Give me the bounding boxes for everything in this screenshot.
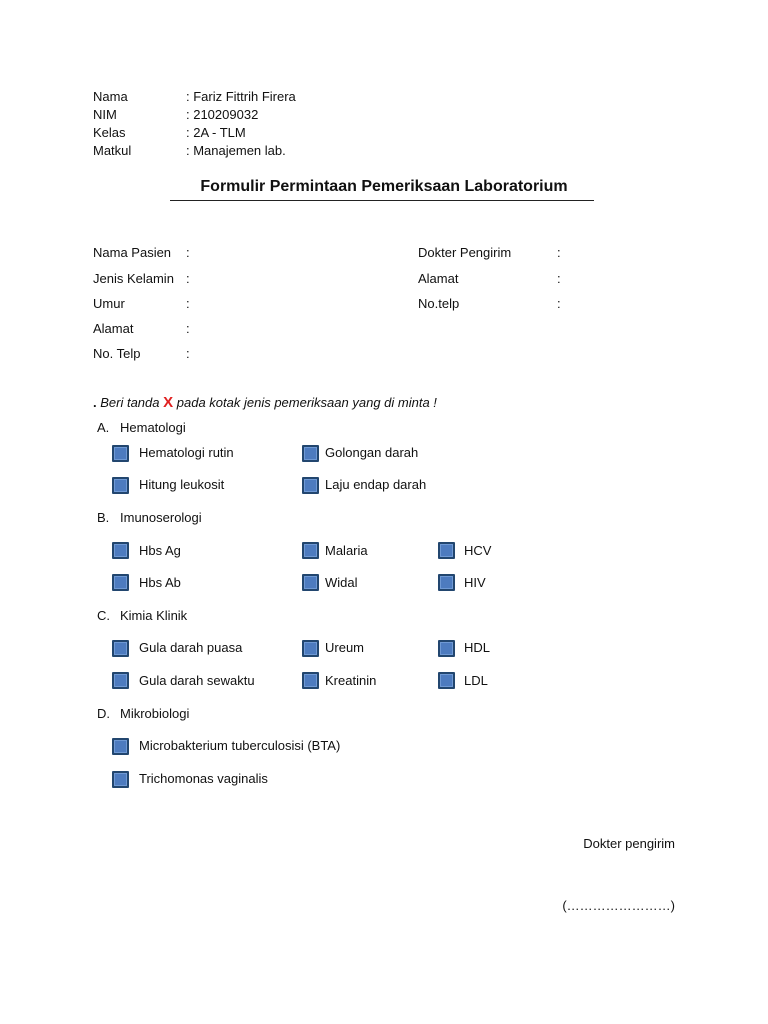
checkbox-gula-darah-sewaktu[interactable]	[112, 672, 129, 689]
checkbox-trichomonas-vaginalis[interactable]	[112, 771, 129, 788]
checkbox-label: Hematologi rutin	[139, 445, 234, 460]
section-letter: D.	[97, 706, 110, 721]
checkbox-label: Gula darah puasa	[139, 640, 243, 655]
field-label-jenis-kelamin: Jenis Kelamin	[93, 271, 174, 286]
checkbox-kreatinin[interactable]	[302, 672, 319, 689]
checkbox-hiv[interactable]	[438, 574, 455, 591]
header-label-nama: Nama	[93, 89, 128, 104]
checkbox-label: Widal	[325, 575, 358, 590]
header-label-nim: NIM	[93, 107, 117, 122]
instruction-mark: X	[163, 394, 174, 411]
checkbox-label: HIV	[464, 575, 486, 590]
section-heading-mikrobiologi	[97, 706, 189, 721]
field-label-no-telp-dokter: No.telp	[418, 296, 460, 311]
field-colon: :	[186, 271, 190, 286]
checkbox-label: Malaria	[325, 543, 368, 558]
field-label-alamat: Alamat	[93, 321, 134, 336]
checkbox-label: Microbakterium tuberculosisi (BTA)	[139, 738, 341, 753]
checkbox-laju-endap-darah[interactable]	[302, 477, 319, 494]
checkbox-microbakterium-bta[interactable]	[112, 738, 129, 755]
field-colon: :	[186, 321, 190, 336]
checkbox-label: Golongan darah	[325, 445, 419, 460]
instruction-prefix: .	[93, 395, 97, 410]
field-colon: :	[186, 296, 190, 311]
instruction-after: pada kotak jenis pemeriksaan yang di minta !	[173, 395, 437, 410]
header-value-nama: : Fariz Fittrih Firera	[186, 89, 296, 104]
checkbox-label: HDL	[464, 640, 491, 655]
checkbox-hitung-leukosit[interactable]	[112, 477, 129, 494]
header-value-matkul: : Manajemen lab.	[186, 143, 286, 158]
checkbox-hematologi-rutin[interactable]	[112, 445, 129, 462]
checkbox-hbs-ab[interactable]	[112, 574, 129, 591]
checkbox-label: Hitung leukosit	[139, 477, 225, 492]
checkbox-label: HCV	[464, 543, 492, 558]
field-colon: :	[186, 245, 190, 260]
field-label-umur: Umur	[93, 296, 125, 311]
checkbox-label: Hbs Ag	[139, 543, 181, 558]
checkbox-label: Trichomonas vaginalis	[139, 771, 268, 786]
field-label-alamat-dokter: Alamat	[418, 271, 459, 286]
checkbox-label: Laju endap darah	[325, 477, 427, 492]
section-heading-kimia-klinik	[97, 608, 187, 623]
field-colon: :	[186, 346, 190, 361]
checkbox-hcv[interactable]	[438, 542, 455, 559]
checkbox-widal[interactable]	[302, 574, 319, 591]
checkbox-malaria[interactable]	[302, 542, 319, 559]
field-label-dokter-pengirim: Dokter Pengirim	[418, 245, 512, 260]
instruction-text	[93, 394, 437, 411]
field-label-no-telp: No. Telp	[93, 346, 141, 361]
checkbox-label: Kreatinin	[325, 673, 377, 688]
section-letter: C.	[97, 608, 110, 623]
field-label-nama-pasien: Nama Pasien	[93, 245, 172, 260]
section-name: Mikrobiologi	[120, 706, 190, 721]
instruction-before: Beri tanda	[96, 395, 164, 410]
field-colon: :	[557, 296, 561, 311]
header-label-kelas: Kelas	[93, 125, 126, 140]
checkbox-ldl[interactable]	[438, 672, 455, 689]
checkbox-label: Ureum	[325, 640, 365, 655]
checkbox-hbs-ag[interactable]	[112, 542, 129, 559]
checkbox-golongan-darah[interactable]	[302, 445, 319, 462]
signature-label: Dokter pengirim	[583, 836, 675, 851]
header-value-nim: : 210209032	[186, 107, 259, 122]
form-title: Formulir Permintaan Pemeriksaan Laboratorium	[200, 178, 568, 195]
header-label-matkul: Matkul	[93, 143, 132, 158]
field-colon: :	[557, 245, 561, 260]
checkbox-label: Gula darah sewaktu	[139, 673, 255, 688]
checkbox-gula-darah-puasa[interactable]	[112, 640, 129, 657]
section-heading-hematologi	[97, 420, 186, 435]
section-name: Kimia Klinik	[120, 608, 188, 623]
checkbox-label: Hbs Ab	[139, 575, 181, 590]
header-value-kelas: : 2A - TLM	[186, 125, 246, 140]
title-underline	[170, 200, 594, 201]
checkbox-hdl[interactable]	[438, 640, 455, 657]
signature-line: (……………………)	[562, 898, 675, 913]
section-name: Imunoserologi	[120, 510, 202, 525]
section-name: Hematologi	[120, 420, 186, 435]
section-letter: B.	[97, 510, 110, 525]
field-colon: :	[557, 271, 561, 286]
section-heading-imunoserologi	[97, 510, 202, 525]
checkbox-label: LDL	[464, 673, 488, 688]
section-letter: A.	[97, 420, 110, 435]
checkbox-ureum[interactable]	[302, 640, 319, 657]
